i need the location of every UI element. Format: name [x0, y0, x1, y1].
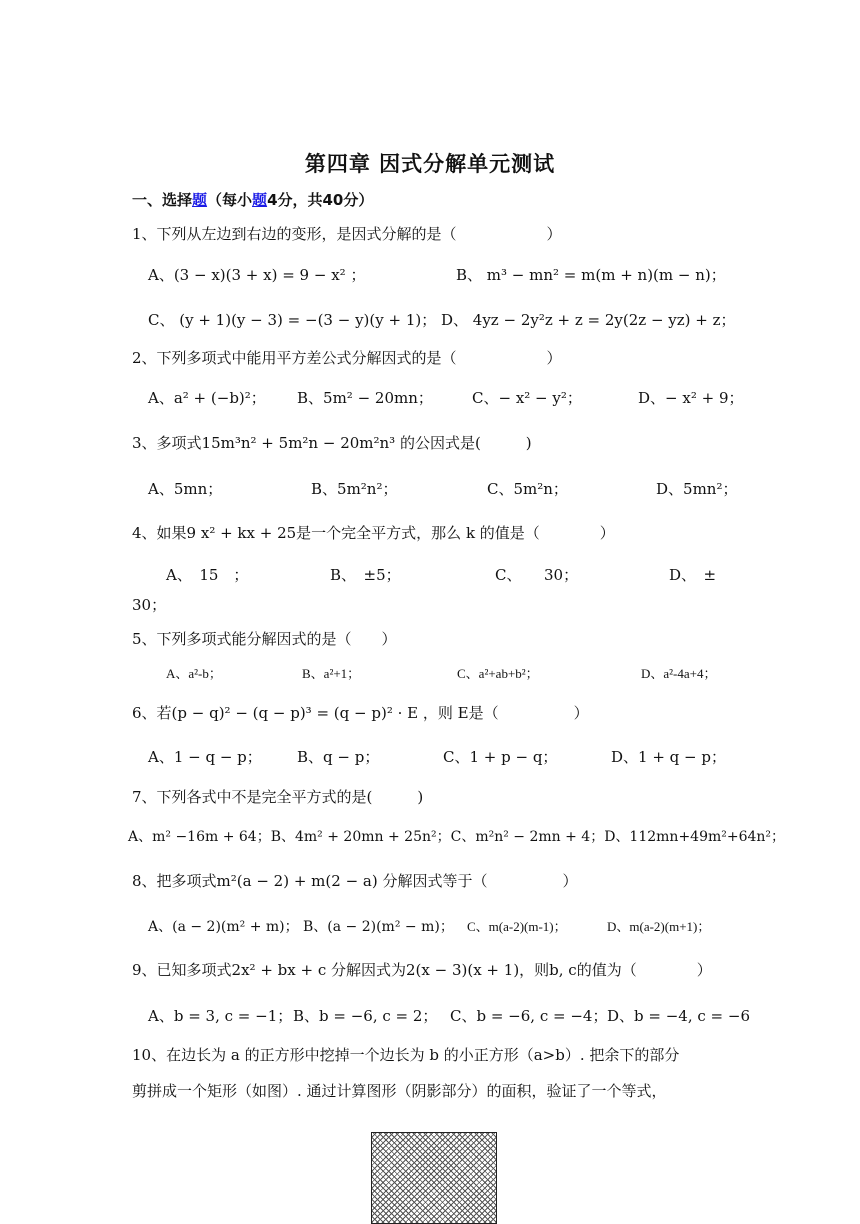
question-6-stem: 6、若(p − q)² − (q − p)³ = (q − p)² · E ，则 E是（ ） [132, 704, 589, 722]
q9-option-c: C、b = −6, c = −4； [450, 1007, 608, 1025]
q4-option-d-wrap: 30； [132, 596, 167, 614]
section-suffix: 4分，共40分） [267, 191, 374, 209]
question-4-stem: 4、如果9 x² + kx + 25是一个完全平方式，那么 k 的值是（ ） [132, 524, 615, 542]
q3-option-b: B、5m²n²； [311, 480, 398, 498]
q1-option-b: B、 m³ − mn² = m(m + n)(m − n)； [456, 266, 726, 284]
question-10-stem: 10、在边长为 a 的正方形中挖掉一个边长为 b 的小正方形（a>b）. 把余下的部分 [132, 1046, 680, 1064]
q9-option-d: D、b = −4, c = −6 [607, 1007, 750, 1025]
link-ti-1[interactable]: 题 [192, 191, 208, 209]
question-10-stem-cont: 剪拼成一个矩形（如图）. 通过计算图形（阴影部分）的面积，验证了一个等式， [132, 1082, 667, 1100]
q8-option-b: B、(a − 2)(m² − m)； [303, 919, 454, 935]
question-7-stem: 7、下列各式中不是完全平方式的是( ) [132, 788, 424, 806]
q5-option-a: A、a²-b； [166, 666, 222, 681]
question-5-stem: 5、下列多项式能分解因式的是（ ） [132, 630, 397, 648]
link-ti-2[interactable]: 题 [252, 191, 268, 209]
q6-option-a: A、1 − q − p； [148, 748, 262, 766]
shaded-rectangle-figure [371, 1132, 497, 1224]
question-1-stem: 1、下列从左边到右边的变形，是因式分解的是（ ） [132, 225, 562, 243]
q5-option-c: C、a²+ab+b²； [457, 666, 539, 681]
q3-option-c: C、5m²n； [487, 480, 568, 498]
q4-option-b: B、 ±5； [330, 566, 401, 584]
q3-option-d: D、5mn²； [656, 480, 738, 498]
question-2-stem: 2、下列多项式中能用平方差公式分解因式的是（ ） [132, 349, 562, 367]
q7-options-line: A、m² −16m + 64；B、4m² + 20mn + 25n²；C、m²n² − 2mn + 4；D、112mn+49m²+64n²； [128, 829, 786, 845]
q5-option-d: D、a²-4a+4； [641, 666, 717, 681]
q1-option-d: D、 4yz − 2y²z + z = 2y(2z − yz) + z； [441, 311, 736, 329]
q1-option-c: C、 (y + 1)(y − 3) = −(3 − y)(y + 1)； [148, 311, 437, 329]
q2-option-a: A、a² + (−b)²； [148, 389, 266, 407]
section-prefix: 一、选择 [132, 191, 193, 209]
q8-option-a: A、(a − 2)(m² + m)； [148, 919, 299, 935]
q6-option-c: C、1 + p − q； [443, 748, 558, 766]
q9-option-a: A、b = 3, c = −1； [148, 1007, 293, 1025]
q6-option-b: B、q − p； [297, 748, 380, 766]
q2-option-b: B、5m² − 20mn； [297, 389, 433, 407]
question-9-stem: 9、已知多项式2x² + bx + c 分解因式为2(x − 3)(x + 1)，则b, c的值为（ ） [132, 961, 712, 979]
q1-option-a: A、(3 − x)(3 + x) = 9 − x² ； [148, 266, 366, 284]
question-8-stem: 8、把多项式m²(a − 2) + m(2 − a) 分解因式等于（ ） [132, 872, 578, 890]
q4-option-c: C、 30； [495, 566, 579, 584]
q2-option-c: C、− x² − y²； [472, 389, 582, 407]
page-title: 第四章 因式分解单元测试 [304, 152, 556, 176]
q6-option-d: D、1 + q − p； [611, 748, 726, 766]
q2-option-d: D、− x² + 9； [638, 389, 744, 407]
q4-option-a: A、 15 ； [166, 566, 249, 584]
q9-option-b: B、b = −6, c = 2； [293, 1007, 438, 1025]
q4-option-d: D、 ± [669, 566, 717, 584]
section-header [132, 189, 373, 211]
section-middle: （每小 [207, 191, 253, 209]
q3-option-a: A、5mn； [148, 480, 223, 498]
q8-option-d: D、m(a-2)(m+1)； [607, 919, 711, 934]
q8-option-c: C、m(a-2)(m-1)； [467, 919, 567, 934]
question-3-stem: 3、多项式15m³n² + 5m²n − 20m²n³ 的公因式是( ) [132, 434, 532, 452]
q5-option-b: B、a²+1； [302, 666, 361, 681]
